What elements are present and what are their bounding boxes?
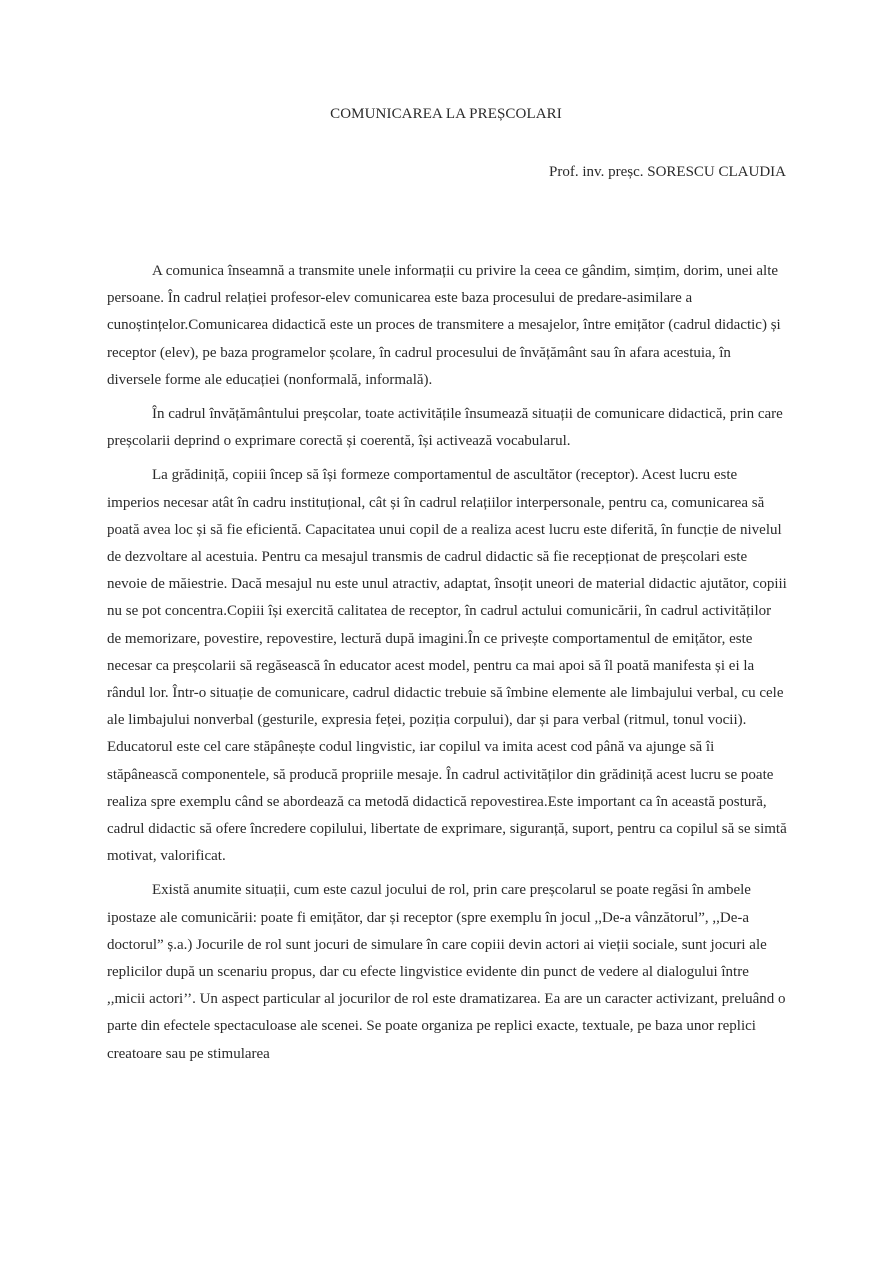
document-body [107,258,787,1075]
document-title: COMUNICAREA LA PREȘCOLARI [330,106,562,122]
document-author: Prof. inv. preșc. SORESCU CLAUDIA [549,164,786,180]
paragraph-4: Există anumite situații, cum este cazul jocului de rol, prin care preșcolarul se poate regăsi în ambele ipostaze ale comunicării: poate fi emițător, dar și receptor (spre exemplu în jocul ,,De-a vânzătorul”, ,,De-a doctorul” ș.a.) Jocurile de rol sunt jocuri de simulare în care copiii devin actori ai vieții sociale, sunt jocuri ale replicilor după un scenariu propus, dar cu efecte lingvistice evidente din punct de vedere al dialogului între ,,micii actori’’. Un aspect particular al jocurilor de rol este dramatizarea. Ea are un caracter activizant, preluând o parte din efectele spectaculoase ale scenei. Se poate organiza pe replici exacte, textuale, pe baza unor replici creatoare sau pe stimularea [107,882,786,1062]
paragraph-1: A comunica înseamnă a transmite unele informații cu privire la ceea ce gândim, simțim, dorim, unei alte persoane. În cadrul relației profesor-elev comunicarea este baza procesului de predare-asimilare a cunoștințelor.Comunicarea didactică este un proces de transmitere a mesajelor, între emițător (cadrul didactic) și receptor (elev), pe baza programelor școlare, în cadrul procesului de învățământ sau în afara acestuia, în diversele forme ale educației (nonformală, informală). [107,263,781,388]
paragraph-3: La grădiniță, copiii încep să își formeze comportamentul de ascultător (receptor). Acest lucru este imperios necesar atât în cadru instituțional, cât și în cadrul relațiilor interpersonale, pentru ca, comunicarea să poată avea loc și să fie eficientă. Capacitatea unui copil de a realiza acest lucru este diferită, în funcție de nivelul de dezvoltare al acestuia. Pentru ca mesajul transmis de cadrul didactic să fie recepționat de preșcolari este nevoie de măiestrie. Dacă mesajul nu este unul atractiv, adaptat, însoțit uneori de material didactic ajutător, copiii nu se pot concentra.Copiii își exercită calitatea de receptor, în cadrul actului comunicării, în cadrul activităților de memorizare, povestire, repovestire, lectură după imagini.În ce privește comportamentul de emițător, este necesar ca preșcolarii să regăsească în educator acest model, pentru ca mai apoi să îl poată manifesta și ei la rândul lor. Într-o situație de comunicare, cadrul didactic trebuie să îmbine elemente ale limbajului verbal, cu cele ale limbajului nonverbal (gesturile, expresia feței, poziția corpului), dar și para verbal (ritmul, tonul vocii). Educatorul este cel care stăpânește codul lingvistic, iar copilul va imita acest cod până va ajunge să îi stăpânească componentele, să producă propriile mesaje. În cadrul activităților din grădiniță acest lucru se poate realiza spre exemplu când se abordează ca metodă didactică repovestirea.Este important ca în această postură, cadrul didactic să ofere încredere copilului, libertate de exprimare, siguranță, suport, pentru ca copilul să se simtă motivat, valorificat. [107,467,787,865]
paragraph-2: În cadrul învățământului preșcolar, toate activitățile însumează situații de comunicare didactică, prin care preșcolarii deprind o exprimare corectă și coerentă, își activează vocabularul. [107,406,783,450]
